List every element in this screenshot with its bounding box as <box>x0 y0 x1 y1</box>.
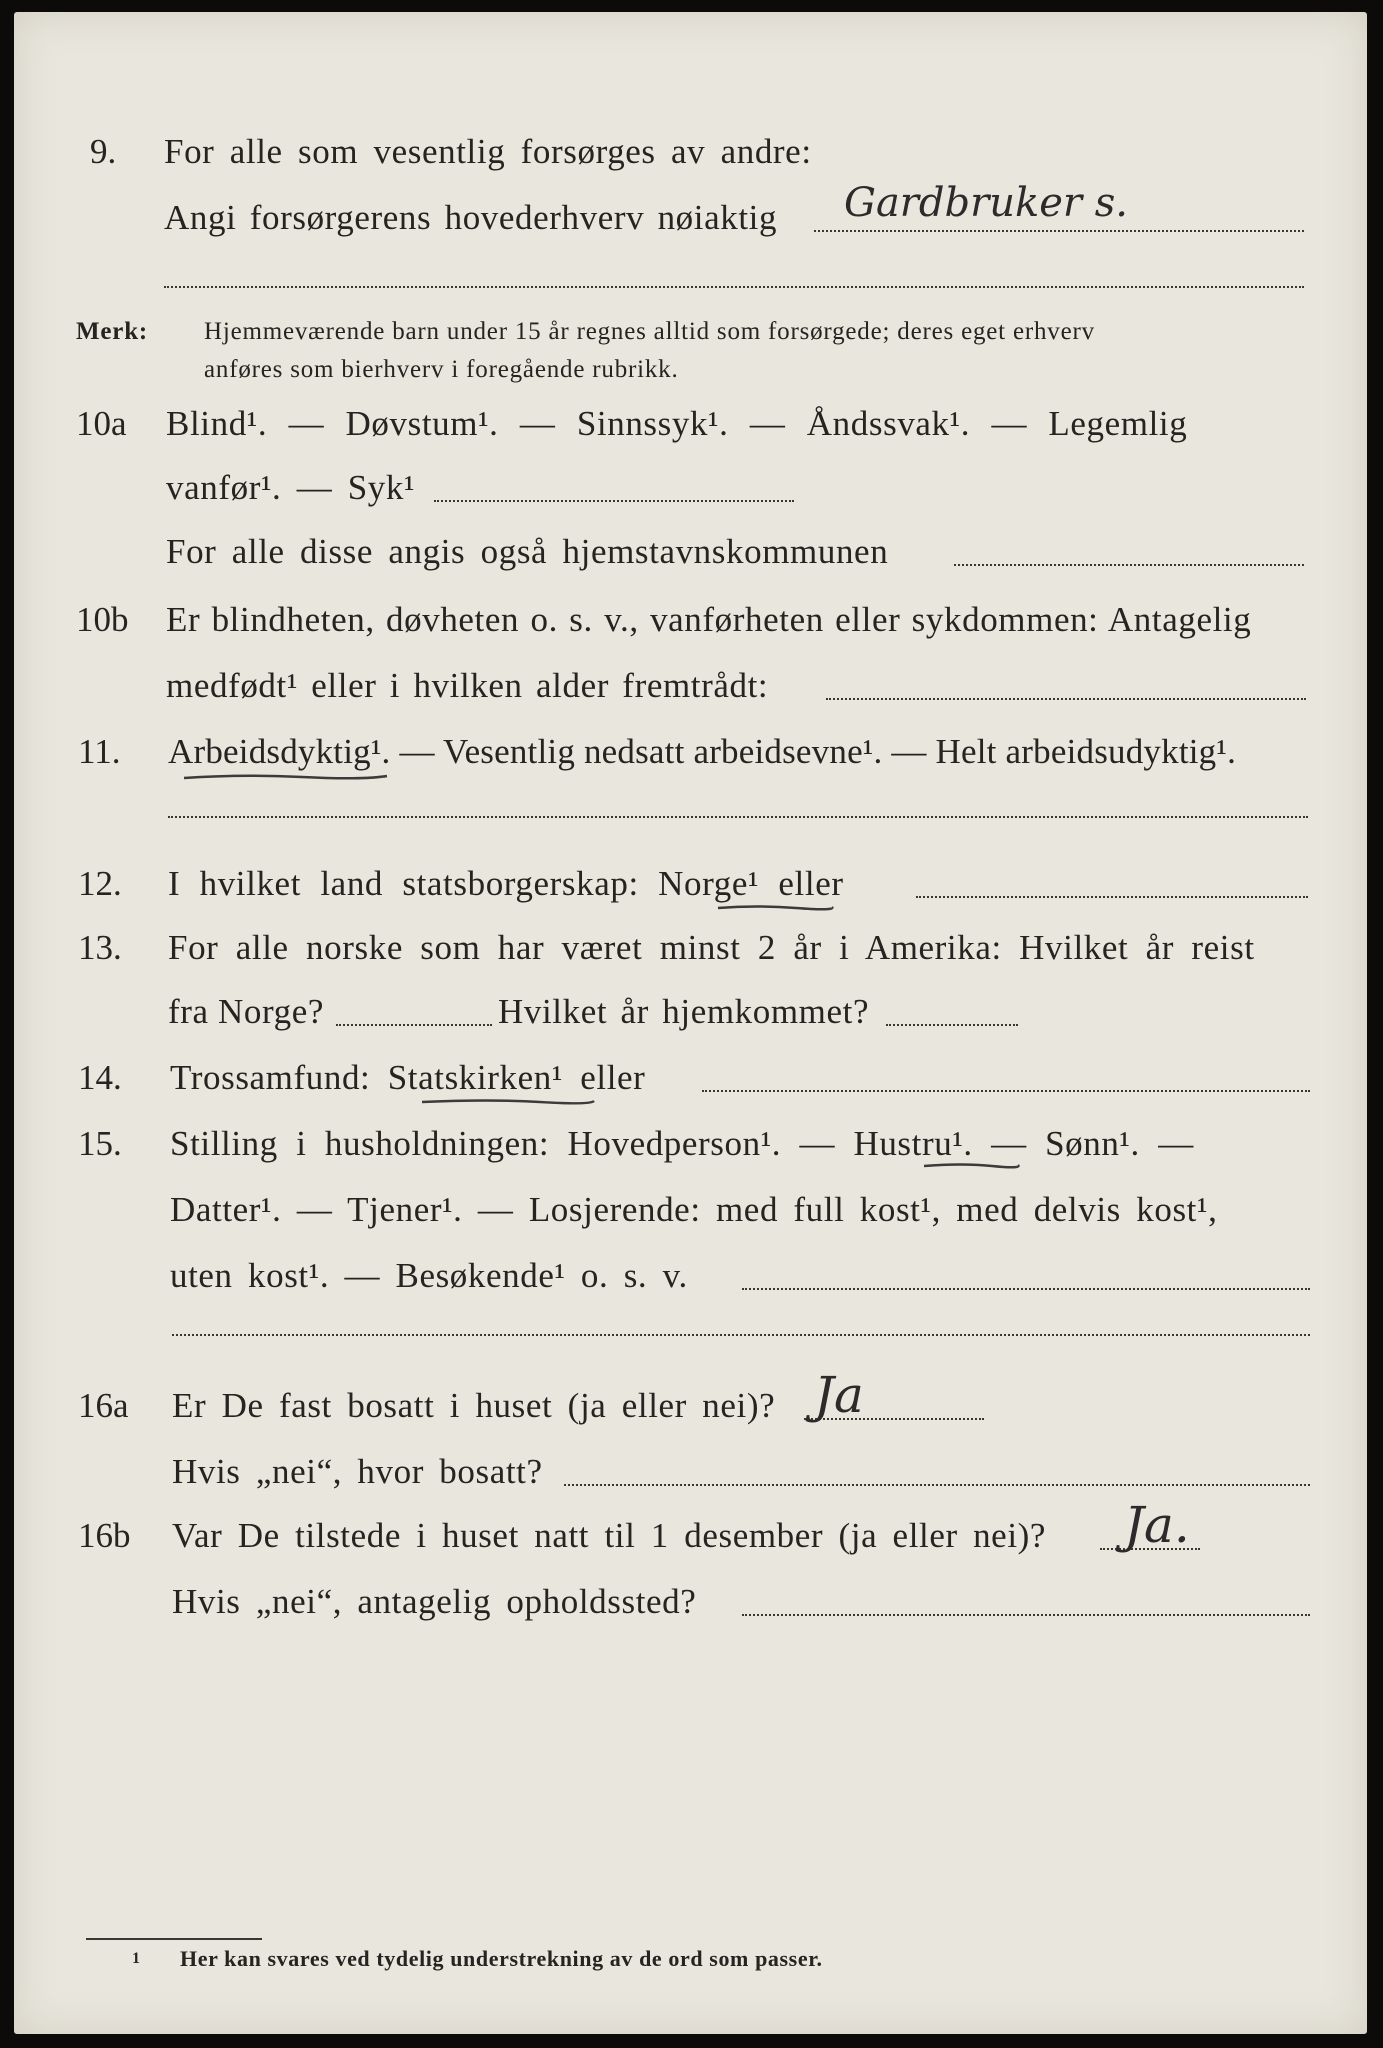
q13-year-returned-blank[interactable] <box>886 1024 1018 1026</box>
q11-underline-mark <box>182 770 392 786</box>
q14-underline-mark <box>420 1096 598 1110</box>
q12-line1: I hvilket land statsborgerskap: Norge¹ eller <box>168 864 844 903</box>
q16b-line2: Hvis „nei“, antagelig opholdssted? <box>172 1582 697 1621</box>
q16b-number: 16b <box>78 1516 131 1555</box>
q13-number: 13. <box>78 928 122 967</box>
q9-line2: Angi forsørgerens hovederhverv nøiaktig <box>164 198 778 237</box>
q10a-line2: vanfør¹. — Syk¹ <box>166 468 416 507</box>
q12-country-blank[interactable] <box>916 896 1308 898</box>
q10a-home-municipality-blank[interactable] <box>954 564 1304 566</box>
q15-line2: Datter¹. — Tjener¹. — Losjerende: med full kost¹, med delvis kost¹, <box>170 1190 1218 1229</box>
merk-label: Merk: <box>76 318 149 345</box>
q13-line1: For alle norske som har været minst 2 år i Amerika: Hvilket år reist <box>168 928 1255 967</box>
q13-line2a: fra Norge? <box>168 992 324 1031</box>
q10b-number: 10b <box>76 600 129 639</box>
q10b-age-blank[interactable] <box>826 698 1306 700</box>
merk-line1: Hjemmeværende barn under 15 år regnes alltid som forsørgede; deres eget erhverv <box>204 318 1095 345</box>
footnote-marker: 1 <box>132 1950 141 1967</box>
q9-line1: For alle som vesentlig forsørges av andre: <box>164 132 812 171</box>
q16a-where-blank[interactable] <box>564 1484 1310 1486</box>
q11-answer-line[interactable] <box>168 816 1308 818</box>
q16a-handwritten-answer: Ja <box>814 1366 864 1424</box>
q9-answer-line[interactable] <box>814 230 1304 232</box>
merk-line2: anføres som bierhverv i foregående rubrikk. <box>204 356 679 383</box>
q15-number: 15. <box>78 1124 122 1163</box>
q16a-line2: Hvis „nei“, hvor bosatt? <box>172 1452 543 1491</box>
q13-year-left-blank[interactable] <box>336 1024 492 1026</box>
q9-handwritten-answer: Gardbruker s. <box>844 180 1129 226</box>
q10b-line1: Er blindheten, døvheten o. s. v., vanførheten eller sykdommen: Antagelig <box>166 600 1252 639</box>
q12-number: 12. <box>78 864 122 903</box>
q9-answer-line-2[interactable] <box>164 286 1304 288</box>
q15-line3: uten kost¹. — Besøkende¹ o. s. v. <box>170 1256 688 1295</box>
q15-answer-line[interactable] <box>172 1334 1310 1336</box>
q10a-line1: Blind¹. — Døvstum¹. — Sinnssyk¹. — Åndssvak¹. — Legemlig <box>166 404 1188 443</box>
q16b-location-blank[interactable] <box>742 1614 1310 1616</box>
footnote-text: Her kan svares ved tydelig understrekning av de ord som passer. <box>180 1946 823 1971</box>
q10a-line2-blank[interactable] <box>434 500 794 502</box>
q16a-line1: Er De fast bosatt i huset (ja eller nei)? <box>172 1386 776 1425</box>
q12-underline-mark <box>716 902 836 916</box>
q14-number: 14. <box>78 1058 122 1097</box>
q14-faith-blank[interactable] <box>702 1090 1310 1092</box>
census-form-page <box>14 12 1367 2034</box>
footnote-rule <box>86 1938 262 1940</box>
q16b-line1: Var De tilstede i huset natt til 1 desember (ja eller nei)? <box>172 1516 1047 1555</box>
q10a-line3: For alle disse angis også hjemstavnskommunen <box>166 532 889 571</box>
q15-status-blank[interactable] <box>742 1288 1310 1290</box>
q11-number: 11. <box>78 732 121 771</box>
q9-number: 9. <box>90 132 117 171</box>
q16a-number: 16a <box>78 1386 129 1425</box>
q13-line2b: Hvilket år hjemkommet? <box>498 992 870 1031</box>
q11-line1: Arbeidsdyktig¹. — Vesentlig nedsatt arbeidsevne¹. — Helt arbeidsudyktig¹. <box>168 732 1237 771</box>
q16b-handwritten-answer: Ja. <box>1124 1496 1190 1554</box>
q14-line1: Trossamfund: Statskirken¹ eller <box>170 1058 646 1097</box>
q15-line1: Stilling i husholdningen: Hovedperson¹. — Hustru¹. — Sønn¹. — <box>170 1124 1194 1163</box>
q15-underline-mark <box>922 1160 1022 1174</box>
q10a-number: 10a <box>76 404 127 443</box>
q10b-line2: medfødt¹ eller i hvilken alder fremtrådt: <box>166 666 769 705</box>
